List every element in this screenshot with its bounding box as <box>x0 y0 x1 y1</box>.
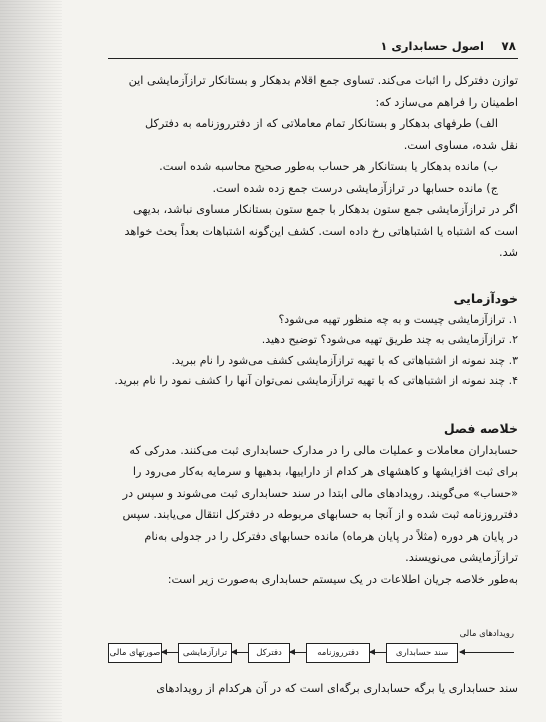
text-line: اگر در ترازآزمایشی جمع ستون بدهکار با جمع ستون بستانکار مساوی نباشد، بدیهی <box>133 203 518 216</box>
text-line: در پایان هر دوره (مثلاً در پایان هرماه) مانده حسابهای دفترکل را در جدولی به‌نام <box>144 529 518 543</box>
page-header <box>108 36 518 59</box>
text-line: ترازآزمایشی می‌نویسند. <box>405 551 518 564</box>
flow-arrow <box>460 652 514 653</box>
text-line: شد. <box>499 246 518 259</box>
flow-arrow <box>290 652 306 653</box>
question-item: ۳. چند نمونه از اشتباهاتی که با تهیه ترازآزمایشی کشف می‌شود را نام ببرید. <box>171 353 518 367</box>
flow-box-ledger: دفترکل <box>248 643 290 663</box>
flow-box-financial-statements: صورتهای مالی <box>108 643 162 663</box>
information-flow-diagram <box>108 629 514 673</box>
self-test-section <box>108 288 518 392</box>
list-item-b: ب) مانده بدهکار یا بستانکار هر حساب به‌طور صحیح محاسبه شده است. <box>159 160 498 173</box>
flow-arrow <box>232 652 248 653</box>
scan-shadow <box>0 0 62 722</box>
text-line: به‌طور خلاصه جریان اطلاعات در یک سیستم حسابداری به‌صورت زیر است: <box>167 572 518 586</box>
self-test-title: خودآزمایی <box>453 291 518 306</box>
text-line: سند حسابداری یا برگه حسابداری برگه‌ای است که در آن هرکدام از رویدادهای <box>156 682 518 695</box>
text-line: توازن دفترکل را اثبات می‌کند. تساوی جمع اقلام بدهکار و بستانکار ترازآزمایشی این <box>128 74 518 87</box>
flow-arrow <box>162 652 178 653</box>
list-item-a-cont: نقل شده، مساوی است. <box>403 138 518 152</box>
text-line: «حساب» می‌گویند. رویدادهای مالی ابتدا در سند حسابداری ثبت می‌شوند و سپس در <box>122 486 518 500</box>
flow-box-journal: دفترروزنامه <box>306 643 370 663</box>
flow-start-label: رویدادهای مالی <box>459 629 514 639</box>
flow-arrow <box>370 652 386 653</box>
book-title: اصول حسابداری ۱ <box>380 39 484 53</box>
text-line: برای ثبت افزایشها و کاهشهای هر کدام از داراییها، بدهیها و سرمایه به‌کار می‌رود را <box>132 465 518 478</box>
text-line: حسابداران معاملات و عملیات مالی را در مدارک حسابداری ثبت می‌کنند. مدرکی که <box>129 443 518 457</box>
question-item: ۱. ترازآزمایشی چیست و به چه منظور تهیه می‌شود؟ <box>278 312 518 326</box>
list-item-c: ج) مانده حسابها در ترازآزمایشی درست جمع زده شده است. <box>212 181 498 195</box>
trailing-paragraph <box>108 678 518 700</box>
book-page <box>108 36 518 716</box>
chapter-summary-section <box>108 418 518 590</box>
text-line: اطمینان را فراهم می‌سازد که: <box>375 95 518 109</box>
flow-box-trial-balance: ترازآزمایشی <box>178 643 232 663</box>
flow-box-voucher: سند حسابداری <box>386 643 458 663</box>
list-item-a: الف) طرفهای بدهکار و بستانکار تمام معاملاتی که از دفتر‌روزنامه به دفترکل <box>144 117 498 130</box>
text-line: دفترروزنامه ثبت شده و از آنجا به حسابهای مربوطه در دفترکل انتقال می‌یابند. سپس <box>122 508 518 521</box>
text-line: است که اشتباه یا اشتباهاتی رخ داده است. کشف این‌گونه اشتباهات بعداً بحث خواهد <box>124 224 518 238</box>
question-item: ۴. چند نمونه از اشتباهاتی که با تهیه ترازآزمایشی نمی‌توان آنها را کشف نمود را نام ببرید. <box>114 374 518 387</box>
page-number: ۷۸ <box>501 39 516 53</box>
trial-balance-paragraph <box>108 70 518 264</box>
summary-title: خلاصه فصل <box>443 421 518 436</box>
question-item: ۲. ترازآزمایشی به چند طریق تهیه می‌شود؟ توضیح دهید. <box>261 333 518 346</box>
